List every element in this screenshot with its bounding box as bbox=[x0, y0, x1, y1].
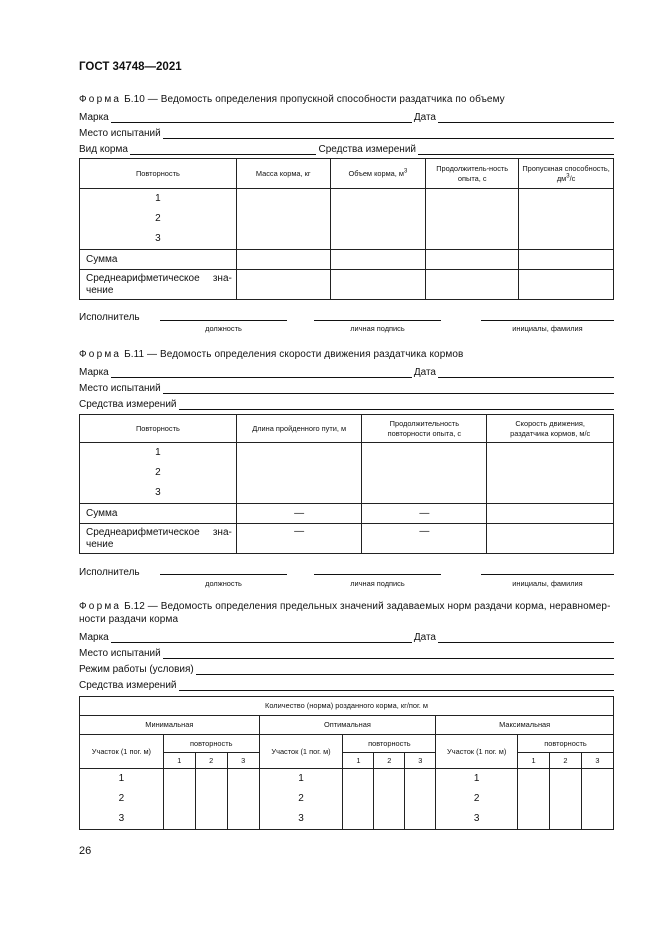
table-cell[interactable] bbox=[550, 769, 582, 830]
page-number: 26 bbox=[79, 845, 92, 857]
form-b11-tools-row: Средства измерений bbox=[79, 397, 614, 410]
form-b11-table bbox=[79, 414, 614, 554]
form-b10-title: Форма Б.10 — Ведомость определения пропускной способности раздатчика по объему bbox=[79, 94, 505, 105]
dash-cell: — bbox=[362, 504, 487, 524]
date-field[interactable] bbox=[438, 113, 614, 123]
table-cell[interactable] bbox=[519, 270, 614, 300]
table-cell[interactable] bbox=[487, 443, 614, 504]
feed-type-field[interactable] bbox=[130, 145, 317, 155]
name-line[interactable] bbox=[481, 574, 614, 575]
tools-field[interactable] bbox=[179, 681, 614, 691]
col-header: Пропускная способность, $дм^3/с$ bbox=[519, 159, 614, 189]
signature-line[interactable] bbox=[314, 574, 441, 575]
form-b10-feed-row: Вид корма Средства измерений bbox=[79, 142, 614, 155]
dash-cell: — bbox=[362, 524, 487, 554]
table-cell[interactable] bbox=[519, 189, 614, 250]
col-header: Длина пройденного пути, м bbox=[236, 415, 362, 443]
repeat-header: повторность bbox=[518, 735, 614, 753]
name-line[interactable] bbox=[481, 320, 614, 321]
main-header: Количество (норма) розданного корма, кг/пог. м bbox=[80, 697, 614, 716]
form-b12-title: Форма Б.12 — Ведомость определения предельных значений задаваемых норм раздачи корма, неравномер- bbox=[79, 601, 611, 612]
mode-field[interactable] bbox=[196, 665, 614, 675]
dash-cell: — bbox=[236, 524, 362, 554]
signature-caption: личная подпись bbox=[350, 324, 405, 333]
form-b11-title: Форма Б.11 — Ведомость определения скорости движения раздатчика кормов bbox=[79, 349, 464, 360]
tools-field[interactable] bbox=[418, 145, 614, 155]
form-b10-table bbox=[79, 158, 614, 300]
position-line[interactable] bbox=[160, 574, 287, 575]
brand-field[interactable] bbox=[111, 113, 412, 123]
table-cell[interactable] bbox=[426, 270, 519, 300]
name-caption: инициалы, фамилия bbox=[512, 579, 583, 588]
standard-header: ГОСТ 34748—2021 bbox=[79, 61, 182, 73]
repeat-num: 3 bbox=[227, 753, 259, 769]
brand-field[interactable] bbox=[111, 368, 412, 378]
form-b10-brand-row: Марка Дата bbox=[79, 110, 614, 123]
table-cell[interactable] bbox=[195, 769, 227, 830]
col-header: Повторность bbox=[80, 159, 237, 189]
form-b12-mode-row: Режим работы (условия) bbox=[79, 662, 614, 675]
col-header: Продолжитель-ность опыта, с bbox=[426, 159, 519, 189]
position-caption: должность bbox=[205, 579, 242, 588]
repeat-header: повторность bbox=[343, 735, 436, 753]
signature-line[interactable] bbox=[314, 320, 441, 321]
form-b12-tools-row: Средства измерений bbox=[79, 678, 614, 691]
form-b12-place-row: Место испытаний bbox=[79, 646, 614, 659]
table-cell[interactable] bbox=[236, 270, 330, 300]
table-cell[interactable] bbox=[519, 250, 614, 270]
repeat-num: 2 bbox=[374, 753, 405, 769]
col-header: Скорость движения, раздатчика кормов, м/с bbox=[487, 415, 614, 443]
place-field[interactable] bbox=[163, 129, 614, 139]
executor-label: Исполнитель bbox=[79, 567, 140, 578]
form-b12-table bbox=[79, 696, 614, 830]
table-cell[interactable] bbox=[487, 504, 614, 524]
date-field[interactable] bbox=[438, 368, 614, 378]
table-cell[interactable] bbox=[227, 769, 259, 830]
table-cell[interactable] bbox=[362, 443, 487, 504]
repeat-num: 2 bbox=[195, 753, 227, 769]
avg-label: Среднеарифметическое зна-чение bbox=[80, 524, 237, 554]
brand-field[interactable] bbox=[111, 633, 412, 643]
form-b12-brand-row: Марка Дата bbox=[79, 630, 614, 643]
repeat-num: 2 bbox=[550, 753, 582, 769]
section-header: Участок (1 пог. м) bbox=[259, 735, 343, 769]
table-cell[interactable] bbox=[426, 189, 519, 250]
repeat-num: 3 bbox=[581, 753, 613, 769]
form-b10-place-row: Место испытаний bbox=[79, 126, 614, 139]
table-cell[interactable] bbox=[163, 769, 195, 830]
section-header: Участок (1 пог. м) bbox=[80, 735, 164, 769]
table-cell[interactable] bbox=[405, 769, 436, 830]
repeat-num: 3 bbox=[405, 753, 436, 769]
section-cell: 1 2 3 bbox=[436, 769, 518, 830]
repeat-cell: 1 2 3 bbox=[80, 443, 237, 504]
table-cell[interactable] bbox=[236, 443, 362, 504]
group-header-min: Минимальная bbox=[80, 716, 260, 735]
form-b12-title-line2: ности раздачи корма bbox=[79, 614, 179, 625]
date-field[interactable] bbox=[438, 633, 614, 643]
col-header: Продолжительность повторности опыта, с bbox=[362, 415, 487, 443]
executor-label: Исполнитель bbox=[79, 312, 140, 323]
col-header: Объем корма, $м^3$ bbox=[330, 159, 426, 189]
col-header: Масса корма, кг bbox=[236, 159, 330, 189]
repeat-num: 1 bbox=[518, 753, 550, 769]
group-header-opt: Оптимальная bbox=[259, 716, 436, 735]
repeat-num: 1 bbox=[343, 753, 374, 769]
sum-label: Сумма bbox=[80, 504, 237, 524]
table-cell[interactable] bbox=[330, 189, 426, 250]
col-header: Повторность bbox=[80, 415, 237, 443]
dash-cell: — bbox=[236, 504, 362, 524]
repeat-cell: 1 2 3 bbox=[80, 189, 237, 250]
position-line[interactable] bbox=[160, 320, 287, 321]
form-b11-place-row: Место испытаний bbox=[79, 381, 614, 394]
table-cell[interactable] bbox=[581, 769, 613, 830]
table-cell[interactable] bbox=[236, 189, 330, 250]
section-header: Участок (1 пог. м) bbox=[436, 735, 518, 769]
table-cell[interactable] bbox=[487, 524, 614, 554]
repeat-header: повторность bbox=[163, 735, 259, 753]
table-cell[interactable] bbox=[426, 250, 519, 270]
sum-label: Сумма bbox=[80, 250, 237, 270]
tools-field[interactable] bbox=[179, 400, 614, 410]
name-caption: инициалы, фамилия bbox=[512, 324, 583, 333]
place-field[interactable] bbox=[163, 384, 614, 394]
form-b11-brand-row: Марка Дата bbox=[79, 365, 614, 378]
signature-caption: личная подпись bbox=[350, 579, 405, 588]
table-cell[interactable] bbox=[236, 250, 330, 270]
position-caption: должность bbox=[205, 324, 242, 333]
group-header-max: Максимальная bbox=[436, 716, 614, 735]
table-cell[interactable] bbox=[330, 270, 426, 300]
table-cell[interactable] bbox=[374, 769, 405, 830]
table-cell[interactable] bbox=[343, 769, 374, 830]
place-field[interactable] bbox=[163, 649, 614, 659]
table-cell[interactable] bbox=[518, 769, 550, 830]
table-cell[interactable] bbox=[330, 250, 426, 270]
section-cell: 1 2 3 bbox=[259, 769, 343, 830]
avg-label: Среднеарифметическое зна-чение bbox=[80, 270, 237, 300]
section-cell: 1 2 3 bbox=[80, 769, 164, 830]
repeat-num: 1 bbox=[163, 753, 195, 769]
